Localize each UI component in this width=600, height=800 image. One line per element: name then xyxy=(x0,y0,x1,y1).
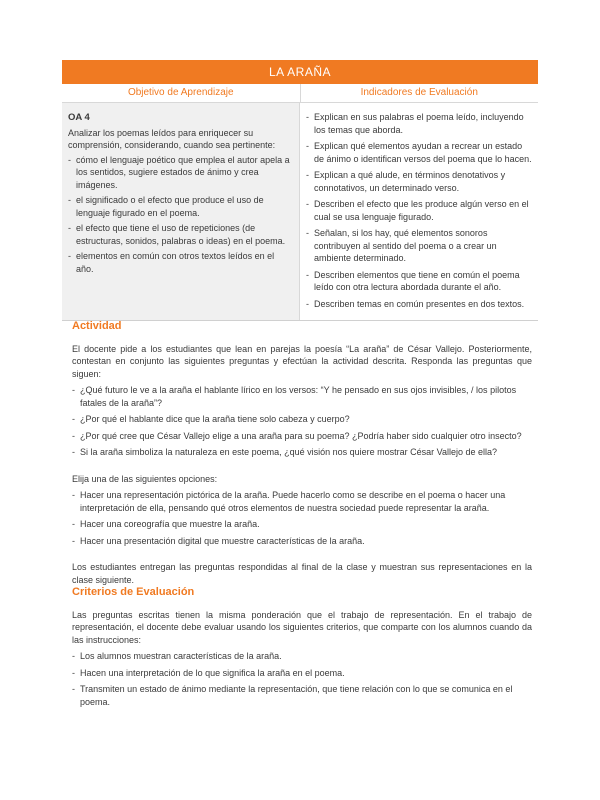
list-item: - Si la araña simboliza la naturaleza en este poema, ¿qué visión nos quiere mostrar César Vallejo de ella? xyxy=(72,446,532,459)
objective-column xyxy=(62,103,300,320)
criteria-intro: Las preguntas escritas tienen la misma ponderación que el trabajo de representación. En el trabajo de representación, el docente debe evaluar usando los siguientes criterios, que comparte con los alumnos cuando da las instrucciones: xyxy=(72,609,532,645)
criteria-list xyxy=(72,650,532,708)
list-item: - Hacer una coreografía que muestre la araña. xyxy=(72,518,532,531)
list-item: - ¿Por qué el hablante dice que la araña tiene solo cabeza y cuerpo? xyxy=(72,413,532,426)
learning-table xyxy=(62,84,538,321)
objective-list xyxy=(68,154,293,276)
list-item: - Explican qué elementos ayudan a recrear un estado de ánimo o identifican versos del poema que lo hacen. xyxy=(306,140,534,165)
list-item: - elementos en común con otros textos leídos en el año. xyxy=(68,250,293,275)
list-item: - Describen el efecto que les produce algún verso en el cual se usa lenguaje figurado. xyxy=(306,198,534,223)
page-title: LA ARAÑA xyxy=(62,60,538,84)
objective-code: OA 4 xyxy=(68,112,90,123)
list-item: - el efecto que tiene el uso de repeticiones (de estructuras, sonidos, palabras o ideas) en el poema. xyxy=(68,222,293,247)
activity-section xyxy=(72,320,532,590)
criteria-heading: Criterios de Evaluación xyxy=(72,586,195,598)
list-item: - Transmiten un estado de ánimo mediante la representación, que tiene relación con lo que se comunica en el poema. xyxy=(72,683,532,708)
list-item: - Describen temas en común presentes en dos textos. xyxy=(306,298,534,311)
indicators-list xyxy=(306,111,534,310)
table-header xyxy=(62,84,538,103)
table-body xyxy=(62,103,538,320)
activity-heading: Actividad xyxy=(72,320,122,332)
options-intro: Elija una de las siguientes opciones: xyxy=(72,473,218,484)
list-item: - Hacer una presentación digital que muestre características de la araña. xyxy=(72,535,532,548)
list-item: - ¿Por qué cree que César Vallejo elige a una araña para su poema? ¿Podría haber sido cualquier otro insecto? xyxy=(72,430,532,443)
objective-intro: Analizar los poemas leídos para enriquecer su comprensión, considerando, cuando sea pertinente: xyxy=(68,127,276,150)
activity-intro: El docente pide a los estudiantes que lean en parejas la poesía “La araña” de César Vallejo. Posteriormente, contestan en conjunto las siguientes preguntas y efectúan la actividad descrita. Responda las preguntas que siguen: xyxy=(72,343,532,379)
indicators-column xyxy=(300,103,538,320)
list-item: - Los alumnos muestran características de la araña. xyxy=(72,650,532,663)
questions-list xyxy=(72,384,532,459)
criteria-section xyxy=(72,586,532,712)
header-objective: Objetivo de Aprendizaje xyxy=(62,84,301,102)
list-item: - Hacer una representación pictórica de la araña. Puede hacerlo como se describe en el poema o hacer una interpretación de ella, pensando qué otros elementos de nuestra sociedad puede representar la araña. xyxy=(72,489,532,514)
list-item: - el significado o el efecto que produce el uso de lenguaje figurado en el poema. xyxy=(68,194,293,219)
list-item: - Señalan, si los hay, qué elementos sonoros contribuyen al sentido del poema o a crear un ambiente determinado. xyxy=(306,227,534,265)
header-indicators: Indicadores de Evaluación xyxy=(360,87,478,98)
list-item: - Explican a qué alude, en términos denotativos y connotativos, un determinado verso. xyxy=(306,169,534,194)
list-item: - cómo el lenguaje poético que emplea el autor apela a los sentidos, sugiere estados de ánimo y crea imágenes. xyxy=(68,154,293,192)
list-item: - Describen elementos que tiene en común el poema leído con otra lectura abordada durante el año. xyxy=(306,269,534,294)
list-item: - Hacen una interpretación de lo que significa la araña en el poema. xyxy=(72,667,532,680)
options-list xyxy=(72,489,532,547)
list-item: - ¿Qué futuro le ve a la araña el hablante lírico en los versos: “Y he pensado en sus ojos invisibles, / los pilotos fatales de la araña”? xyxy=(72,384,532,409)
activity-closing: Los estudiantes entregan las preguntas respondidas al final de la clase y muestran sus representaciones en la clase siguiente. xyxy=(72,562,532,585)
list-item: - Explican en sus palabras el poema leído, incluyendo los temas que aborda. xyxy=(306,111,534,136)
